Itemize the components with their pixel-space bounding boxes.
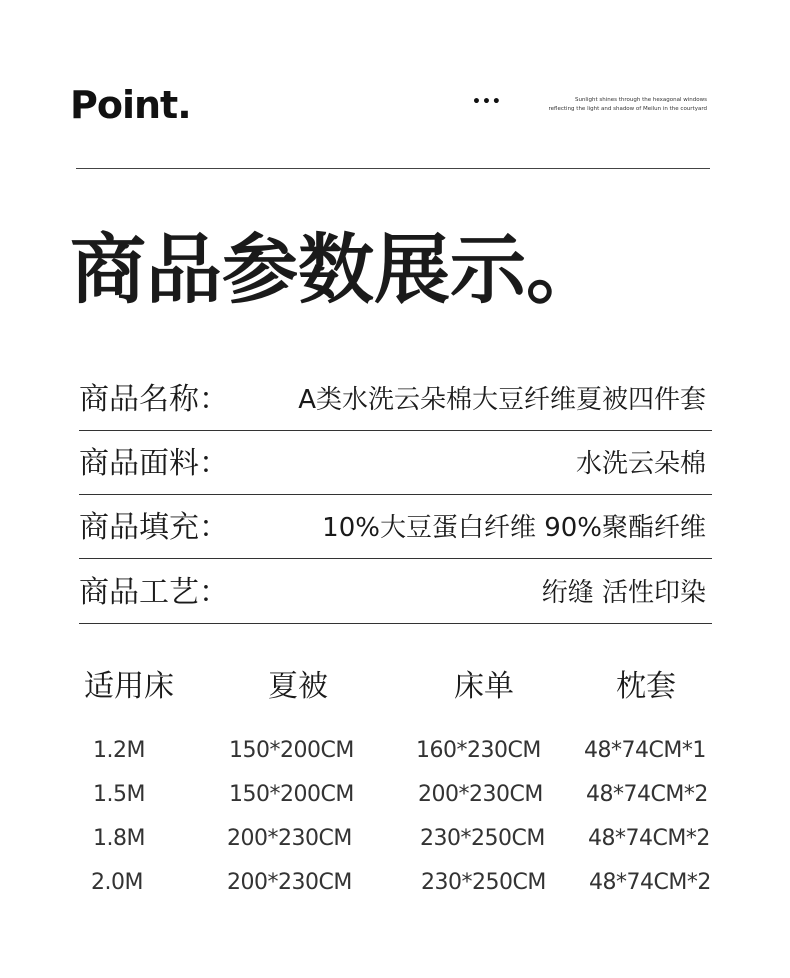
- table-cell: 200*230CM: [418, 782, 543, 807]
- param-label: 商品填充：: [79, 510, 229, 545]
- tagline-line-2: reflecting the light and shadow of Meilun in the courtyard: [548, 106, 707, 112]
- param-value: 10%大豆蛋白纤维 90%聚酯纤维: [322, 513, 706, 543]
- param-value: A类水洗云朵棉大豆纤维夏被四件套: [298, 385, 706, 415]
- table-cell: 48*74CM*1: [584, 738, 706, 763]
- table-cell: 1.8M: [93, 826, 145, 851]
- header-divider: [76, 168, 710, 169]
- size-header-pillowcase: 枕套: [616, 669, 676, 704]
- tagline: [548, 96, 707, 114]
- table-cell: 150*200CM: [229, 782, 354, 807]
- page-title: 商品参数展示。: [70, 225, 602, 314]
- table-cell: 48*74CM*2: [588, 826, 710, 851]
- param-value: 水洗云朵棉: [575, 449, 706, 479]
- table-cell: 160*230CM: [416, 738, 541, 763]
- table-cell: 230*250CM: [421, 870, 546, 895]
- param-label: 商品名称：: [79, 382, 229, 417]
- param-label: 商品工艺：: [79, 575, 229, 610]
- param-label: 商品面料：: [79, 446, 229, 481]
- table-cell: 48*74CM*2: [586, 782, 708, 807]
- table-cell: 1.5M: [93, 782, 145, 807]
- param-row-fabric: [79, 430, 712, 495]
- table-cell: 150*200CM: [229, 738, 354, 763]
- brand-logo: Point.: [70, 83, 191, 127]
- size-header-quilt: 夏被: [268, 669, 328, 704]
- size-header-bed: 适用床: [84, 669, 174, 704]
- table-cell: 2.0M: [91, 870, 143, 895]
- table-cell: 230*250CM: [420, 826, 545, 851]
- tagline-line-1: Sunlight shines through the hexagonal windows: [574, 97, 707, 103]
- param-row-filling: [79, 494, 712, 559]
- table-cell: 200*230CM: [227, 870, 352, 895]
- size-header-sheet: 床单: [454, 669, 514, 704]
- table-cell: 1.2M: [93, 738, 145, 763]
- param-value: 绗缝 活性印染: [541, 578, 706, 608]
- table-cell: 48*74CM*2: [589, 870, 711, 895]
- more-dots-icon: •••: [472, 94, 502, 110]
- table-cell: 200*230CM: [227, 826, 352, 851]
- param-row-craft: [79, 558, 712, 624]
- param-row-name: [79, 366, 712, 431]
